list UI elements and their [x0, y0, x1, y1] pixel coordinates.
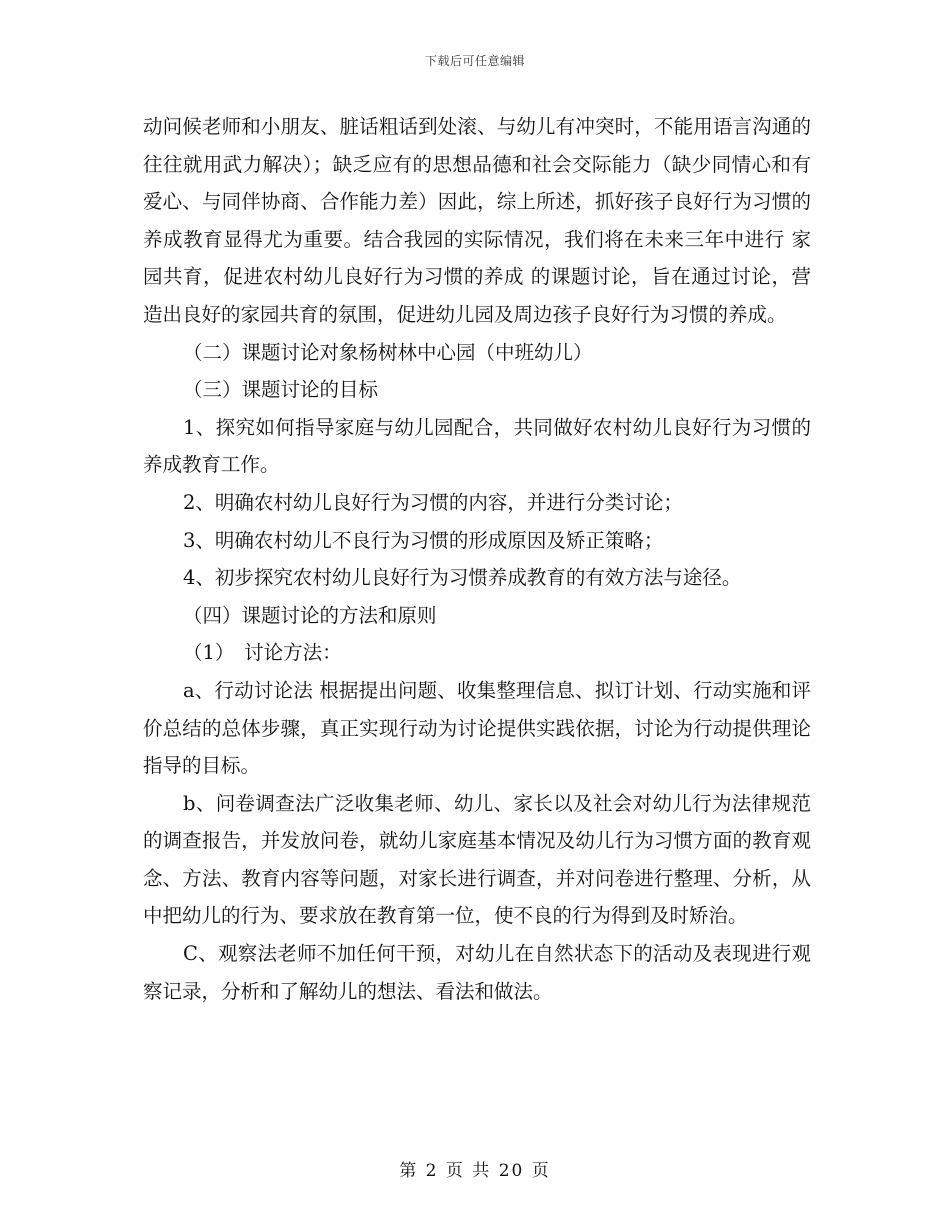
document-body: [143, 108, 811, 1010]
goal-item-3: 3、明确农村幼儿不良行为习惯的形成原因及矫正策略；: [183, 528, 664, 552]
page-header: 下载后可任意编辑: [424, 54, 525, 68]
method-questionnaire: b、问卷调查法广泛收集老师、幼儿、家长以及社会对幼儿行为法律规范的调查报告，并发放问卷，就幼儿家庭基本情况及幼儿行为习惯方面的教育观念、方法、教育内容等问题，对家长进行调查，并对问卷进行整理、分析，从中把幼儿的行为、要求放在教育第一位，使不良的行为得到及时矫治。: [143, 791, 811, 928]
page-number-footer: 第 2 页 共 20 页: [399, 1161, 551, 1181]
goal-item-2: 2、明确农村幼儿良好行为习惯的内容，并进行分类讨论；: [183, 490, 683, 514]
method-action-research: a、行动讨论法 根据提出问题、收集整理信息、拟订计划、行动实施和评价总结的总体步骤，真正实现行动为讨论提供实践依据，讨论为行动提供理论指导的目标。: [143, 678, 811, 778]
section-heading-research-goals: （三）课题讨论的目标: [183, 378, 379, 402]
goal-item-1: 1、探究如何指导家庭与幼儿园配合，共同做好农村幼儿良好行为习惯的养成教育工作。: [143, 415, 811, 477]
section-heading-research-subject: （二）课题讨论对象杨树林中心园（中班幼儿）: [183, 340, 593, 364]
subheading-discussion-methods: （1） 讨论方法：: [183, 641, 342, 665]
method-observation: C、观察法老师不加任何干预，对幼儿在自然状态下的活动及表现进行观察记录，分析和了解幼儿的想法、看法和做法。: [143, 942, 811, 1003]
paragraph-continuation: 动问候老师和小朋友、脏话粗话到处滚、与幼儿有冲突时，不能用语言沟通的往往就用武力解决）；缺乏应有的思想品德和社会交际能力（缺少同情心和有爱心、与同伴协商、合作能力差）因此，综上所述，抓好孩子良好行为习惯的养成教育显得尤为重要。结合我园的实际情况，我们将在未来三年中进行 家园共育，促进农村幼儿良好行为习惯的养成 的课题讨论，旨在通过讨论，营造出良好的家园共育的氛围，促进幼儿园及周边孩子良好行为习惯的养成。: [143, 115, 811, 326]
goal-item-4: 4、初步探究农村幼儿良好行为习惯养成教育的有效方法与途径。: [183, 566, 742, 590]
section-heading-methods-principles: （四）课题讨论的方法和原则: [183, 603, 437, 627]
